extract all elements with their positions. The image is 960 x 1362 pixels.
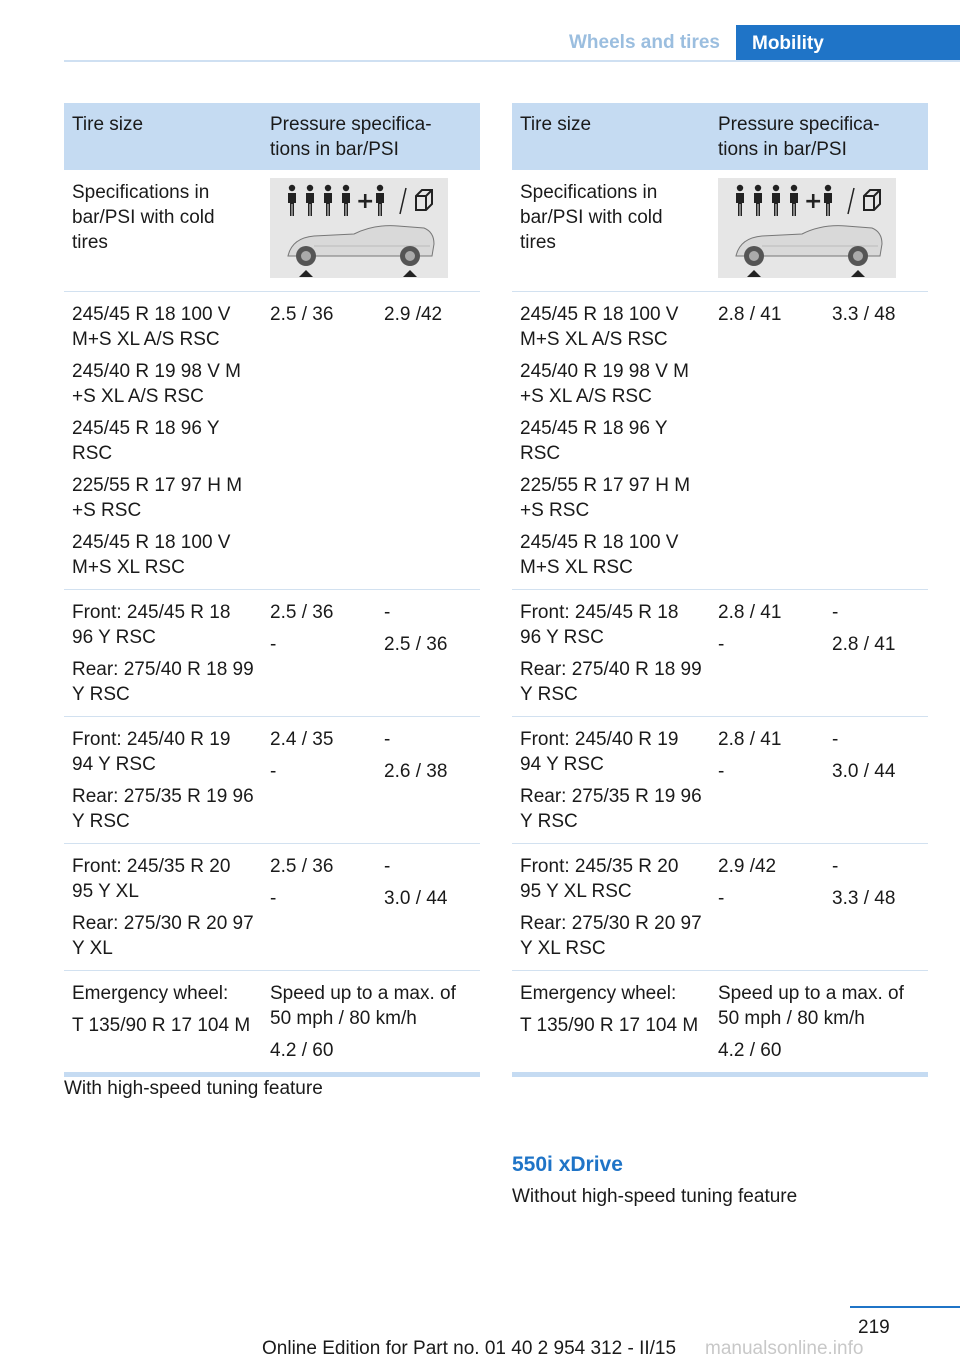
tire-sizes: Front: 245/40 R 19 94 Y RSC Rear: 275/35 R 19 96 Y RSC (520, 729, 702, 832)
pressure-table-right (512, 103, 928, 1077)
header-rule (64, 60, 960, 62)
load-pictogram-icon (710, 170, 928, 291)
tire-sizes: Front: 245/45 R 18 96 Y RSC Rear: 275/40 R 18 99 Y RSC (520, 602, 702, 705)
table-row (64, 590, 480, 717)
pressure-full-load: - 3.3 / 48 (832, 856, 896, 909)
spec-label: Specifications in bar/PSI with cold tires (520, 182, 663, 253)
tire-sizes: 245/45 R 18 100 V M+S XL A/S RSC 245/40 R 19 98 V M +S XL A/S RSC 245/45 R 18 96 Y RSC 225/55 R 17 97 H M +S RSC 245/45 R 18 100 V M+S XL RSC (520, 304, 691, 578)
watermark: manualsonline.info (705, 1338, 864, 1359)
tire-sizes: Front: 245/40 R 19 94 Y RSC Rear: 275/35 R 19 96 Y RSC (72, 729, 254, 832)
pressure-full-load: - 2.6 / 38 (384, 729, 448, 782)
footer-rule (850, 1306, 960, 1308)
pressure-normal: 2.8 / 41 (718, 304, 782, 325)
left-note: With high-speed tuning feature (64, 1078, 323, 1099)
spec-label: Specifications in bar/PSI with cold tires (72, 182, 215, 253)
pressure-normal: 2.8 / 41 - (718, 602, 782, 655)
emergency-pressure: Speed up to a max. of 50 mph / 80 km/h 4.2 / 60 (718, 983, 904, 1061)
pressure-normal: 2.4 / 35 - (270, 729, 334, 782)
emergency-pressure: Speed up to a max. of 50 mph / 80 km/h 4.2 / 60 (270, 983, 456, 1061)
table-row (512, 590, 928, 717)
pressure-table-left (64, 103, 480, 1077)
table-row (64, 292, 480, 590)
pressure-full-load: - 2.8 / 41 (832, 602, 896, 655)
header-pressure: Pressure specifica- tions in bar/PSI (718, 114, 880, 160)
pressure-full-load: - 3.0 / 44 (832, 729, 896, 782)
section-title: Wheels and tires (569, 32, 720, 53)
pressure-full-load: - 2.5 / 36 (384, 602, 448, 655)
right-note: Without high-speed tuning feature (512, 1186, 798, 1207)
table-header (64, 103, 480, 170)
spec-row (64, 170, 480, 292)
pressure-normal: 2.5 / 36 - (270, 602, 334, 655)
page-number: 219 (858, 1317, 890, 1338)
pressure-normal: 2.9 /42 - (718, 856, 777, 909)
tire-sizes: Front: 245/35 R 20 95 Y XL RSC Rear: 275/30 R 20 97 Y XL RSC (520, 856, 702, 959)
pressure-full-load: 3.3 / 48 (832, 304, 896, 325)
chapter-tab[interactable]: Mobility (736, 25, 960, 62)
emergency-wheel: Emergency wheel: T 135/90 R 17 104 M (72, 983, 251, 1036)
tire-sizes: 245/45 R 18 100 V M+S XL A/S RSC 245/40 R 19 98 V M +S XL A/S RSC 245/45 R 18 96 Y RSC 225/55 R 17 97 H M +S RSC 245/45 R 18 100 V M+S XL RSC (72, 304, 243, 578)
pressure-full-load: 2.9 /42 (384, 304, 443, 325)
load-pictogram-icon (262, 170, 480, 291)
table-row (512, 292, 928, 590)
edition-text: Online Edition for Part no. 01 40 2 954 312 - II/15 (262, 1338, 677, 1359)
header-tire-size: Tire size (72, 114, 144, 135)
table-row (512, 844, 928, 971)
table-row (512, 717, 928, 844)
table-end-bar (512, 1072, 928, 1077)
tire-sizes: Front: 245/35 R 20 95 Y XL Rear: 275/30 R 20 97 Y XL (72, 856, 254, 959)
pressure-full-load: - 3.0 / 44 (384, 856, 448, 909)
header-tire-size: Tire size (520, 114, 592, 135)
emergency-wheel: Emergency wheel: T 135/90 R 17 104 M (520, 983, 699, 1036)
tire-sizes: Front: 245/45 R 18 96 Y RSC Rear: 275/40 R 18 99 Y RSC (72, 602, 254, 705)
emergency-row (64, 971, 480, 1072)
model-heading: 550i xDrive (512, 1153, 623, 1176)
pressure-normal: 2.5 / 36 (270, 304, 334, 325)
emergency-row (512, 971, 928, 1072)
table-header (512, 103, 928, 170)
pressure-normal: 2.8 / 41 - (718, 729, 782, 782)
pressure-normal: 2.5 / 36 - (270, 856, 334, 909)
spec-row (512, 170, 928, 292)
header-pressure: Pressure specifica- tions in bar/PSI (270, 114, 432, 160)
table-row (64, 844, 480, 971)
table-row (64, 717, 480, 844)
